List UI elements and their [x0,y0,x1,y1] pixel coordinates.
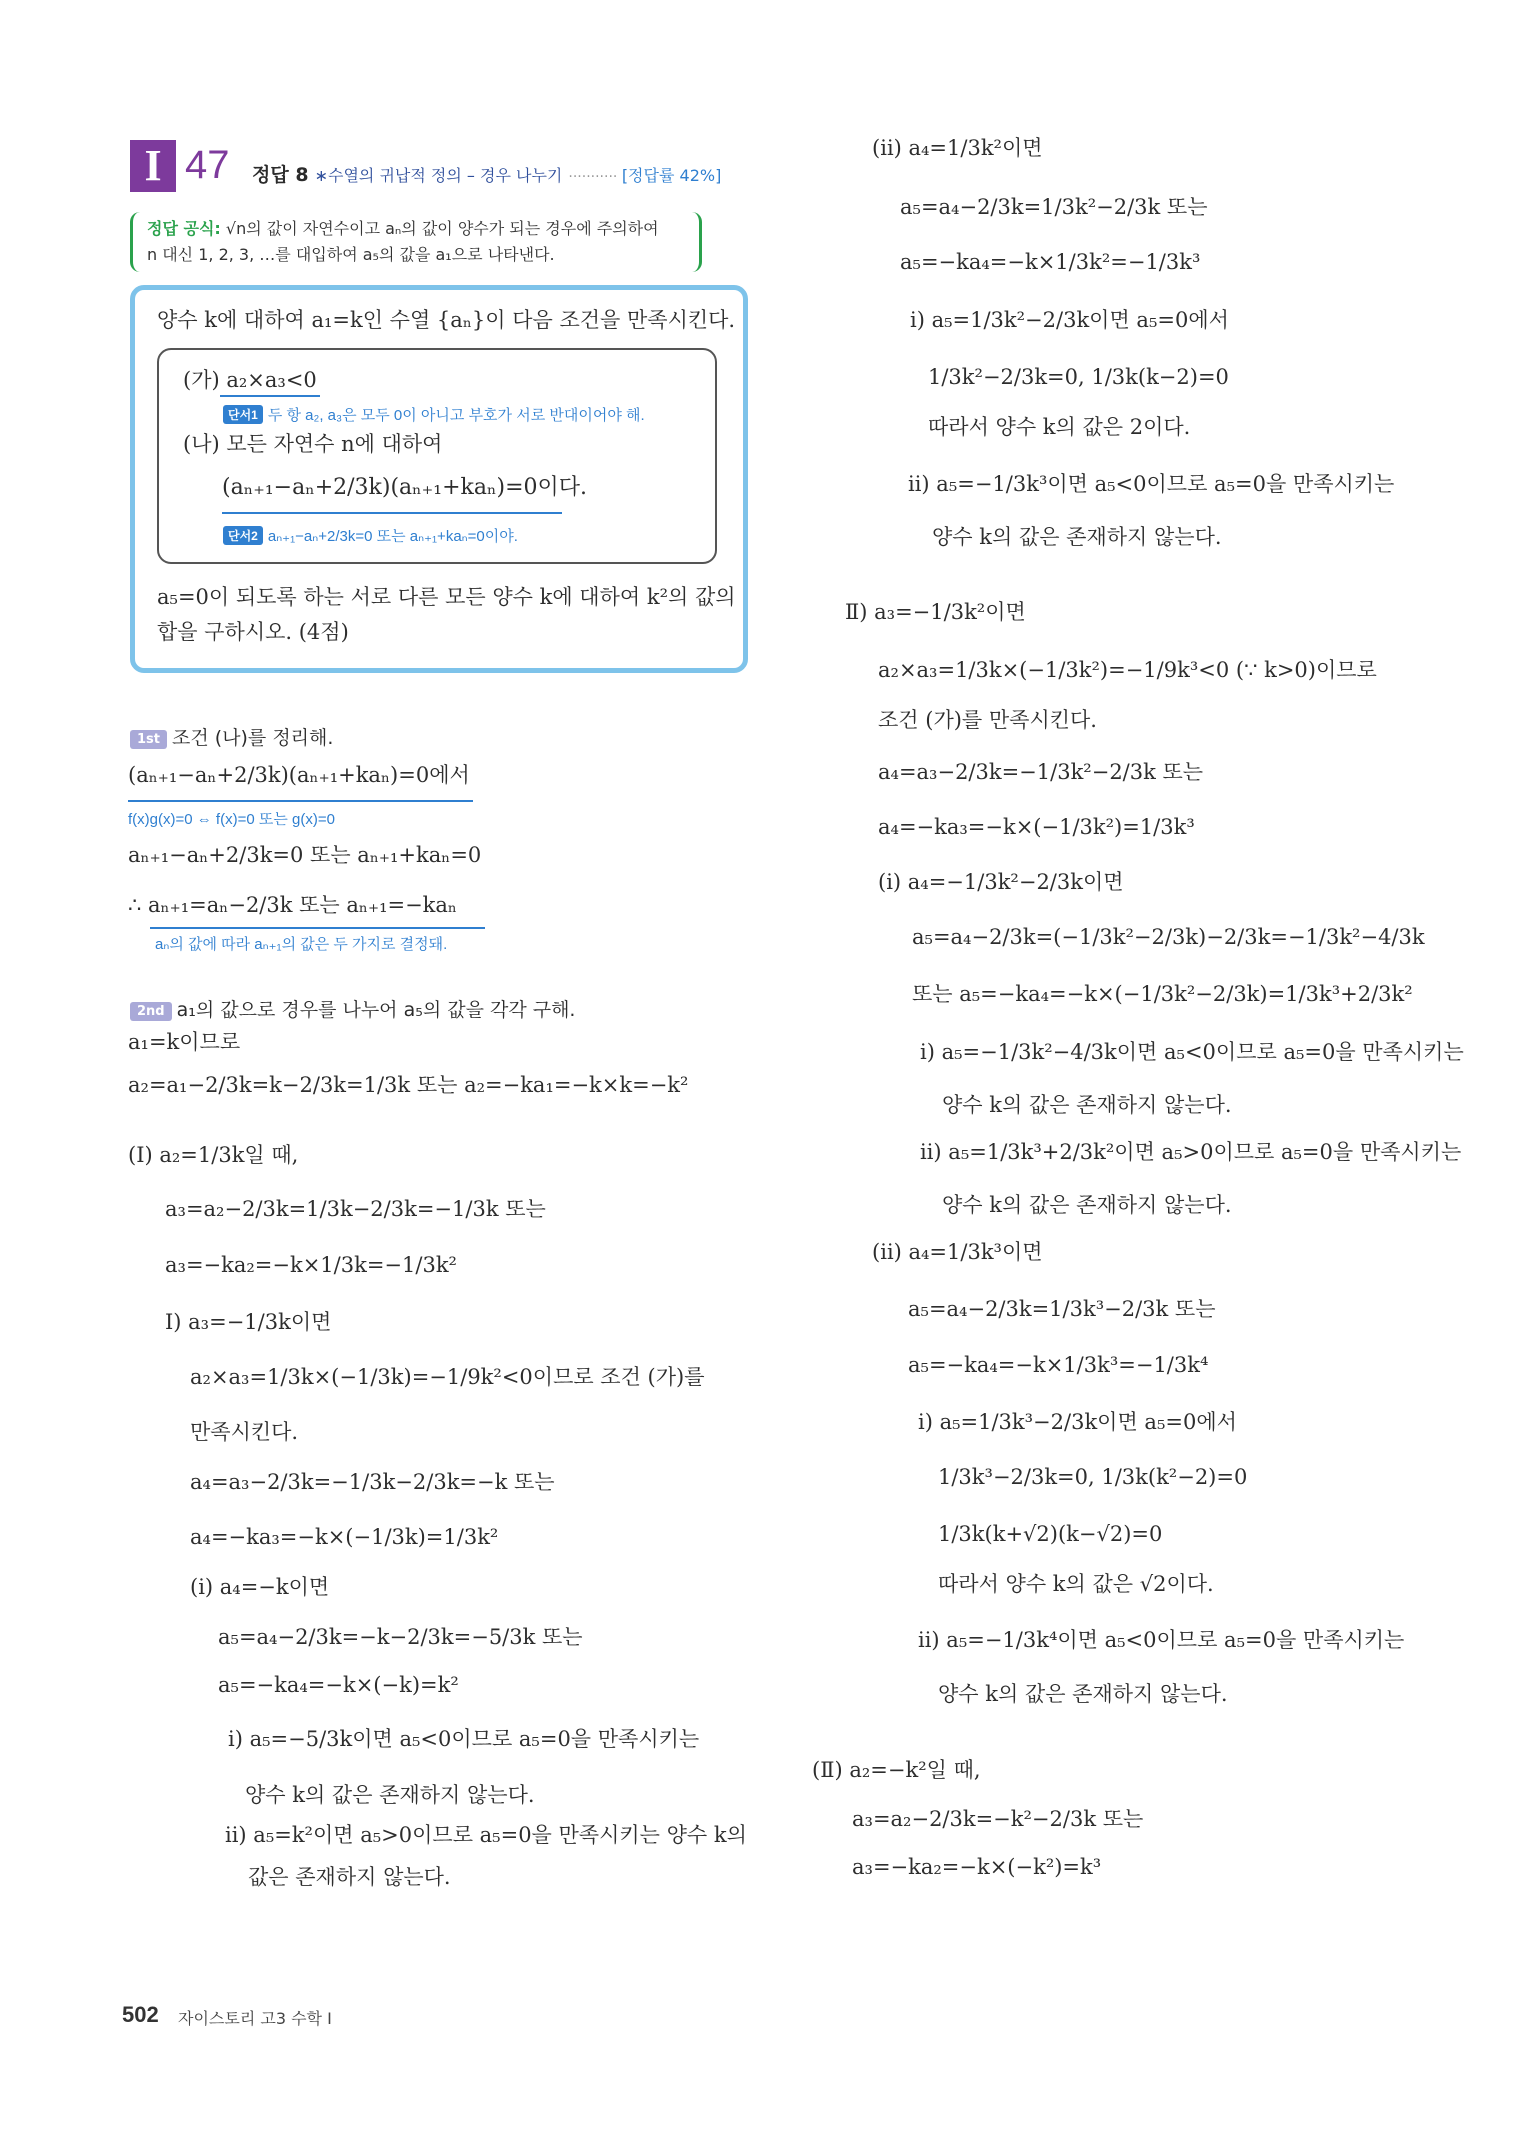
condition-b: (나) 모든 자연수 n에 대하여 [183,432,443,456]
step1-underline-1 [128,800,473,802]
hint-1-text: 두 항 a₂, a₃은 모두 0이 아니고 부호가 서로 반대이어야 해. [267,407,645,424]
formula-box [130,212,702,272]
step1-line-1: (aₙ₊₁−aₙ+2/3k)(aₙ₊₁+kaₙ)=0에서 [128,763,470,787]
step-1st-tag: 1st [130,730,167,749]
step1-line-3: ∴ aₙ₊₁=aₙ−2/3k 또는 aₙ₊₁=−kaₙ [128,893,458,917]
right-line-24: ⅰ) a₅=1/3k³−2/3k이면 a₅=0에서 [918,1410,1237,1434]
left-line-9: a₄=a₃−2/3k=−1/3k−2/3k=−k 또는 [190,1470,555,1494]
left-line-16: ⅱ) a₅=k²이면 a₅>0이므로 a₅=0을 만족시키는 양수 k의 [225,1823,747,1847]
condition-a: (가) a₂×a₃<0 [183,368,317,392]
left-line-5: a₃=−ka₂=−k×1/3k=−1/3k² [165,1253,457,1277]
answer-header: 정답 8 ∗수열의 귀납적 정의 – 경우 나누기 ··········· [정답률 42%] [252,164,722,186]
question-ask-1: a₅=0이 되도록 하는 서로 다른 모든 양수 k에 대하여 k²의 값의 [157,585,736,609]
condition-b-equation: (aₙ₊₁−aₙ+2/3k)(aₙ₊₁+kaₙ)=0이다. [222,475,588,500]
left-line-12: a₅=a₄−2/3k=−k−2/3k=−5/3k 또는 [218,1625,583,1649]
step-1st [130,723,333,750]
step1-underline-2 [150,927,485,929]
right-line-5: 1/3k²−2/3k=0, 1/3k(k−2)=0 [928,365,1229,389]
right-line-18: 양수 k의 값은 존재하지 않는다. [942,1093,1232,1117]
hint-2-text: aₙ₊₁−aₙ+2/3k=0 또는 aₙ₊₁+kaₙ=0이야. [267,528,518,545]
right-line-13: a₄=−ka₃=−k×(−1/3k²)=1/3k³ [878,815,1195,839]
step-2nd-tag: 2nd [130,1002,172,1021]
right-line-4: ⅰ) a₅=1/3k²−2/3k이면 a₅=0에서 [910,308,1229,332]
right-line-1: (ⅱ) a₄=1/3k²이면 [872,136,1043,160]
right-line-3: a₅=−ka₄=−k×1/3k²=−1/3k³ [900,250,1201,274]
topic-label: ∗수열의 귀납적 정의 – 경우 나누기 [314,166,563,185]
right-line-15: a₅=a₄−2/3k=(−1/3k²−2/3k)−2/3k=−1/3k²−4/3k [912,925,1425,949]
right-line-10: a₂×a₃=1/3k×(−1/3k²)=−1/9k³<0 (∵ k>0)이므로 [878,658,1377,682]
left-line-4: a₃=a₂−2/3k=1/3k−2/3k=−1/3k 또는 [165,1197,546,1221]
condition-b-underline [222,512,562,514]
question-intro: 양수 k에 대하여 a₁=k인 수열 {aₙ}이 다음 조건을 만족시킨다. [157,308,736,332]
right-line-26: 1/3k(k+√2)(k−√2)=0 [938,1522,1163,1546]
right-line-2: a₅=a₄−2/3k=1/3k²−2/3k 또는 [900,195,1208,219]
step1-hint-1: f(x)g(x)=0 ⇔ f(x)=0 또는 g(x)=0 [128,811,335,828]
right-line-8: 양수 k의 값은 존재하지 않는다. [932,525,1222,549]
left-line-10: a₄=−ka₃=−k×(−1/3k)=1/3k² [190,1525,499,1549]
answer-label: 정답 8 [252,164,309,186]
hint-2 [223,525,518,546]
condition-a-underline [220,395,320,397]
chapter-badge: I [130,140,176,192]
left-line-8: 만족시킨다. [190,1420,299,1444]
step-1st-title: 조건 (나)를 정리해. [172,727,334,749]
left-line-3: (Ⅰ) a₂=1/3k일 때, [128,1143,299,1167]
left-line-2: a₂=a₁−2/3k=k−2/3k=1/3k 또는 a₂=−ka₁=−k×k=−k² [128,1073,689,1097]
hint-1-tag: 단서1 [223,405,263,424]
step1-hint-2: aₙ의 값에 따라 aₙ₊₁의 값은 두 가지로 결정돼. [155,936,448,953]
step-2nd [130,995,575,1022]
formula-label: 정답 공식: [147,219,221,238]
left-line-11: (ⅰ) a₄=−k이면 [190,1575,330,1599]
right-line-27: 따라서 양수 k의 값은 √2이다. [938,1572,1214,1596]
left-line-1: a₁=k이므로 [128,1030,241,1054]
right-line-9: Ⅱ) a₃=−1/3k²이면 [845,600,1026,624]
step1-line-2: aₙ₊₁−aₙ+2/3k=0 또는 aₙ₊₁+kaₙ=0 [128,843,482,867]
formula-line-2: n 대신 1, 2, 3, …를 대입하여 a₅의 값을 a₁으로 나타낸다. [147,245,555,264]
left-line-7: a₂×a₃=1/3k×(−1/3k)=−1/9k²<0이므로 조건 (가)를 [190,1365,705,1389]
right-line-12: a₄=a₃−2/3k=−1/3k²−2/3k 또는 [878,760,1204,784]
formula-line-1: √n의 값이 자연수이고 aₙ의 값이 양수가 되는 경우에 주의하여 [225,219,659,238]
right-line-32: a₃=−ka₂=−k×(−k²)=k³ [852,1855,1102,1879]
book-title: 자이스토리 고3 수학 Ⅰ [178,2009,332,2028]
left-line-6: Ⅰ) a₃=−1/3k이면 [165,1310,332,1334]
hint-1 [223,404,645,425]
right-line-22: a₅=a₄−2/3k=1/3k³−2/3k 또는 [908,1297,1216,1321]
correct-rate: [정답률 42%] [621,166,722,185]
right-line-7: ⅱ) a₅=−1/3k³이면 a₅<0이므로 a₅=0을 만족시키는 [908,472,1395,496]
right-line-21: (ⅱ) a₄=1/3k³이면 [872,1240,1043,1264]
step-2nd-title: a₁의 값으로 경우를 나누어 a₅의 값을 각각 구해. [176,999,576,1021]
right-line-17: ⅰ) a₅=−1/3k²−4/3k이면 a₅<0이므로 a₅=0을 만족시키는 [920,1040,1464,1064]
left-line-14: ⅰ) a₅=−5/3k이면 a₅<0이므로 a₅=0을 만족시키는 [228,1727,700,1751]
right-line-23: a₅=−ka₄=−k×1/3k³=−1/3k⁴ [908,1353,1209,1377]
left-line-13: a₅=−ka₄=−k×(−k)=k² [218,1673,459,1697]
right-line-6: 따라서 양수 k의 값은 2이다. [928,415,1191,439]
right-line-19: ⅱ) a₅=1/3k³+2/3k²이면 a₅>0이므로 a₅=0을 만족시키는 [920,1140,1462,1164]
left-line-15: 양수 k의 값은 존재하지 않는다. [245,1783,535,1807]
right-line-31: a₃=a₂−2/3k=−k²−2/3k 또는 [852,1807,1144,1831]
question-ask-2: 합을 구하시오. (4점) [157,620,349,644]
page-number: 502 [122,2002,159,2027]
right-line-30: (Ⅱ) a₂=−k²일 때, [812,1758,981,1782]
left-line-17: 값은 존재하지 않는다. [248,1865,451,1889]
hint-2-tag: 단서2 [223,526,263,545]
right-line-16: 또는 a₅=−ka₄=−k×(−1/3k²−2/3k)=1/3k³+2/3k² [912,982,1413,1006]
right-line-29: 양수 k의 값은 존재하지 않는다. [938,1682,1228,1706]
right-line-20: 양수 k의 값은 존재하지 않는다. [942,1193,1232,1217]
right-line-11: 조건 (가)를 만족시킨다. [878,708,1097,732]
right-line-28: ⅱ) a₅=−1/3k⁴이면 a₅<0이므로 a₅=0을 만족시키는 [918,1628,1405,1652]
right-line-25: 1/3k³−2/3k=0, 1/3k(k²−2)=0 [938,1465,1248,1489]
question-number: 47 [185,143,230,187]
right-line-14: (ⅰ) a₄=−1/3k²−2/3k이면 [878,870,1124,894]
